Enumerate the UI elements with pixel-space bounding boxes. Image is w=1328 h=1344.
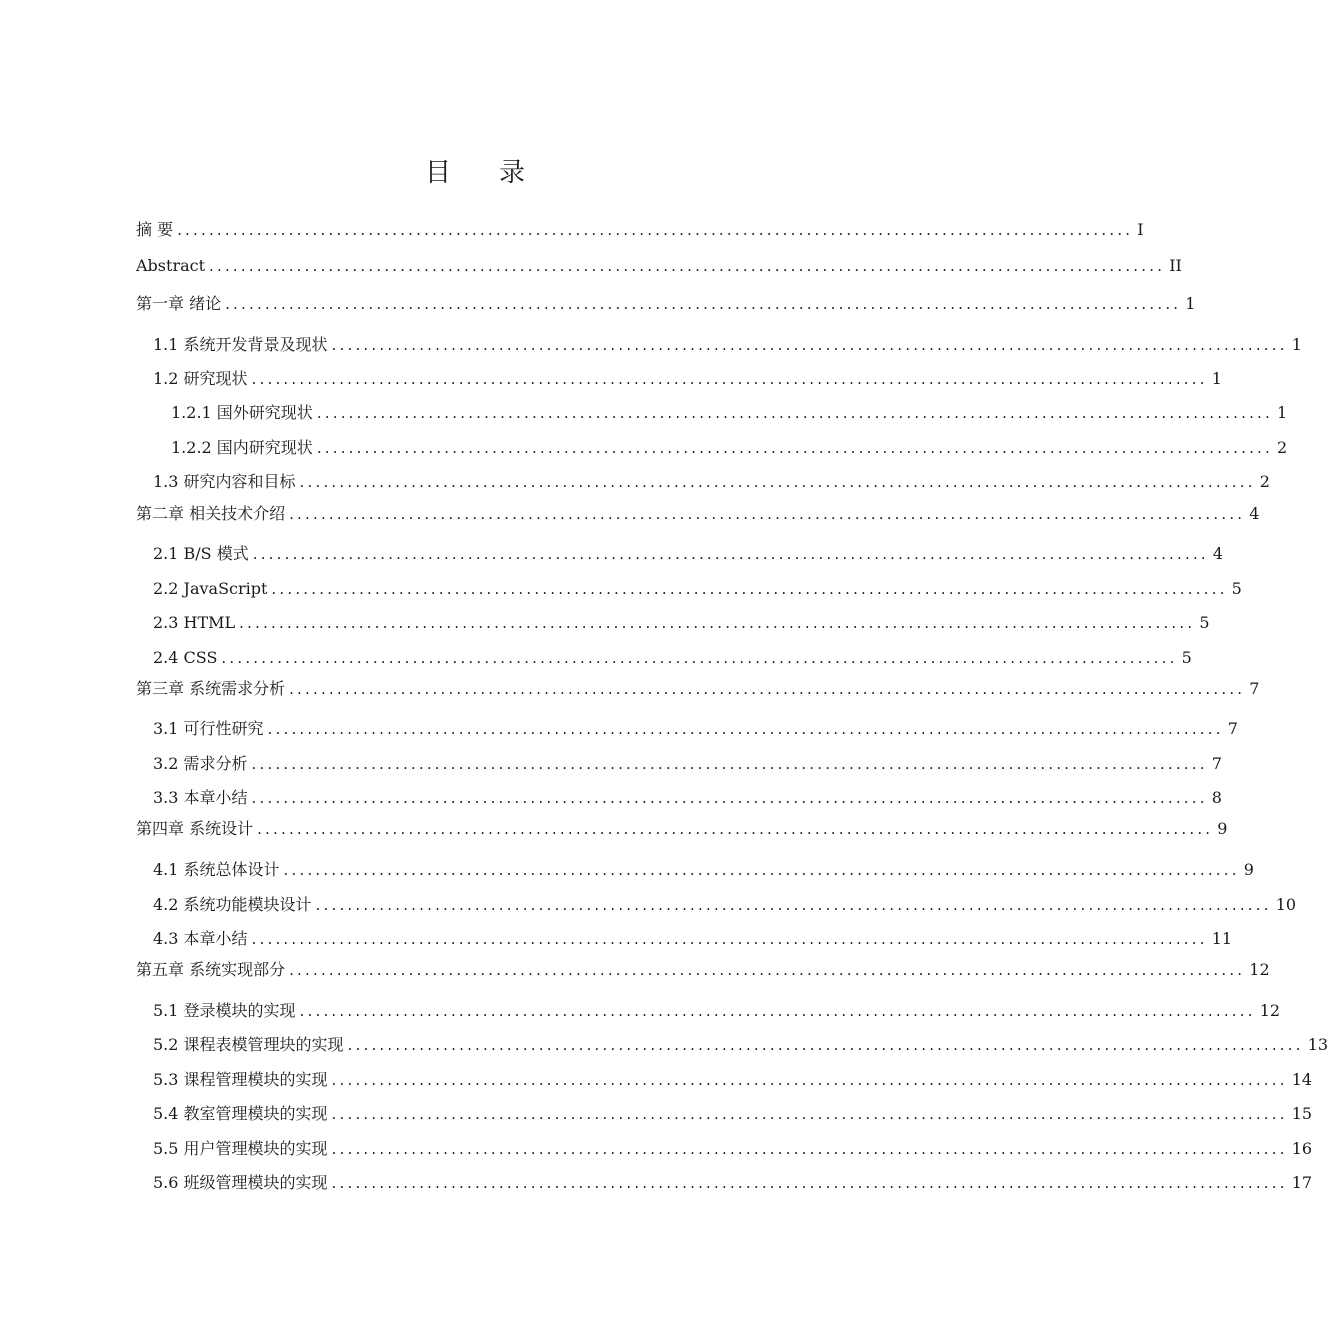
toc-entry-label: 3.3 本章小结 [153, 788, 248, 807]
toc-entry-label: 2.2 JavaScript [153, 579, 268, 598]
toc-entry-chapter-5[interactable] [0, 958, 1270, 982]
toc-leader-dots: ........................................................................................................................ [257, 820, 1214, 838]
toc-leader-dots: ........................................................................................................................ [331, 1140, 1288, 1158]
toc-entry-page: 5 [1231, 579, 1242, 598]
toc-entry-section-5-3[interactable] [0, 1068, 1313, 1092]
toc-entry-page: 8 [1211, 788, 1222, 807]
toc-entry-label: Abstract [136, 256, 206, 275]
toc-entry-page: 16 [1291, 1139, 1313, 1158]
toc-entry-label: 4.3 本章小结 [153, 929, 248, 948]
toc-entry-label: 第三章 系统需求分析 [136, 679, 286, 698]
toc-entry-page: 1 [1185, 294, 1196, 313]
toc-leader-dots: ........................................................................................................................ [251, 789, 1208, 807]
toc-leader-dots: ........................................................................................................................ [239, 614, 1196, 632]
toc-entry-chapter-3[interactable] [0, 677, 1260, 701]
toc-entry-abstract-cn[interactable] [0, 218, 1144, 242]
toc-leader-dots: ........................................................................................................................ [331, 1174, 1288, 1192]
toc-entry-label: 2.1 B/S 模式 [153, 544, 249, 563]
toc-entry-page: II [1169, 256, 1182, 275]
toc-entry-chapter-2[interactable] [0, 502, 1260, 526]
toc-entry-page: 7 [1249, 679, 1260, 698]
toc-entry-page: 9 [1217, 819, 1228, 838]
toc-entry-label: 第五章 系统实现部分 [136, 960, 286, 979]
toc-entry-label: 1.1 系统开发背景及现状 [153, 335, 328, 354]
toc-entry-page: 12 [1259, 1001, 1281, 1020]
toc-entry-section-5-1[interactable] [0, 999, 1281, 1023]
toc-leader-dots: ........................................................................................................................ [225, 295, 1182, 313]
toc-entry-page: 4 [1249, 504, 1260, 523]
toc-leader-dots: ........................................................................................................................ [221, 649, 1178, 667]
toc-entry-section-5-4[interactable] [0, 1102, 1313, 1126]
toc-leader-dots: ........................................................................................................................ [177, 221, 1134, 239]
toc-leader-dots: ........................................................................................................................ [251, 930, 1208, 948]
toc-entry-section-2-2[interactable] [0, 577, 1242, 601]
toc-leader-dots: ........................................................................................................................ [267, 720, 1224, 738]
toc-entry-label: 第二章 相关技术介绍 [136, 504, 286, 523]
toc-entry-section-4-2[interactable] [0, 893, 1297, 917]
toc-leader-dots: ........................................................................................................................ [299, 1002, 1256, 1020]
toc-entry-abstract-en[interactable] [0, 254, 1182, 278]
toc-entry-section-1-2[interactable] [0, 367, 1222, 391]
toc-entry-page: I [1137, 220, 1144, 239]
toc-entry-label: 5.4 教室管理模块的实现 [153, 1104, 328, 1123]
toc-entry-label: 5.6 班级管理模块的实现 [153, 1173, 328, 1192]
toc-entry-page: 11 [1211, 929, 1233, 948]
toc-leader-dots: ........................................................................................................................ [289, 680, 1246, 698]
toc-entry-chapter-1[interactable] [0, 292, 1196, 316]
toc-entry-section-4-1[interactable] [0, 858, 1254, 882]
toc-entry-label: 4.2 系统功能模块设计 [153, 895, 312, 914]
toc-entry-page: 13 [1307, 1035, 1328, 1054]
toc-entry-section-2-3[interactable] [0, 611, 1210, 635]
toc-entry-section-3-2[interactable] [0, 752, 1222, 776]
toc-entry-label: 3.2 需求分析 [153, 754, 248, 773]
toc-entry-page: 14 [1291, 1070, 1313, 1089]
toc-entry-label: 1.2.1 国外研究现状 [171, 403, 313, 422]
toc-entry-page: 1 [1276, 403, 1288, 422]
toc-leader-dots: ........................................................................................................................ [252, 545, 1209, 563]
toc-entry-page: 2 [1259, 472, 1270, 491]
toc-entry-section-1-2-2[interactable] [0, 436, 1288, 460]
toc-entry-label: 5.5 用户管理模块的实现 [153, 1139, 328, 1158]
toc-entry-label: 第四章 系统设计 [136, 819, 254, 838]
toc-entry-page: 4 [1212, 544, 1224, 563]
toc-entry-label: 2.3 HTML [153, 613, 236, 632]
toc-entry-chapter-4[interactable] [0, 817, 1228, 841]
toc-entry-section-3-3[interactable] [0, 786, 1222, 810]
toc-leader-dots: ........................................................................................................................ [331, 1071, 1288, 1089]
toc-entry-label: 摘 要 [136, 220, 174, 239]
toc-entry-section-1-2-1[interactable] [0, 401, 1288, 425]
toc-entry-label: 5.1 登录模块的实现 [153, 1001, 296, 1020]
toc-entry-label: 5.2 课程表模管理块的实现 [153, 1035, 344, 1054]
toc-leader-dots: ........................................................................................................................ [271, 580, 1228, 598]
toc-entry-label: 2.4 CSS [153, 648, 218, 667]
toc-leader-dots: ........................................................................................................................ [315, 896, 1272, 914]
toc-entry-section-2-1[interactable] [0, 542, 1224, 566]
toc-entry-label: 1.2.2 国内研究现状 [171, 438, 313, 457]
toc-entry-section-1-1[interactable] [0, 333, 1302, 357]
toc-leader-dots: ........................................................................................................................ [347, 1036, 1304, 1054]
toc-entry-page: 12 [1249, 960, 1270, 979]
toc-leader-dots: ........................................................................................................................ [283, 861, 1240, 879]
toc-entry-label: 3.1 可行性研究 [153, 719, 264, 738]
toc-leader-dots: ........................................................................................................................ [209, 257, 1166, 275]
toc-entry-page: 9 [1243, 860, 1254, 879]
toc-entry-section-1-3[interactable] [0, 470, 1270, 494]
toc-entry-section-5-2[interactable] [0, 1033, 1328, 1057]
toc-leader-dots: ........................................................................................................................ [331, 336, 1288, 354]
toc-entry-page: 5 [1181, 648, 1192, 667]
toc-entry-page: 2 [1276, 438, 1288, 457]
toc-entry-section-3-1[interactable] [0, 717, 1238, 741]
toc-entry-section-5-5[interactable] [0, 1137, 1313, 1161]
toc-leader-dots: ........................................................................................................................ [299, 473, 1256, 491]
toc-leader-dots: ........................................................................................................................ [316, 439, 1273, 457]
toc-entry-page: 7 [1211, 754, 1222, 773]
toc-leader-dots: ........................................................................................................................ [251, 755, 1208, 773]
toc-entry-page: 17 [1291, 1173, 1313, 1192]
toc-entry-page: 5 [1199, 613, 1210, 632]
toc-entry-label: 第一章 绪论 [136, 294, 222, 313]
toc-leader-dots: ........................................................................................................................ [251, 370, 1208, 388]
toc-leader-dots: ........................................................................................................................ [289, 505, 1246, 523]
toc-leader-dots: ........................................................................................................................ [289, 961, 1246, 979]
toc-entry-section-2-4[interactable] [0, 646, 1192, 670]
toc-entry-label: 4.1 系统总体设计 [153, 860, 280, 879]
toc-entry-page: 15 [1291, 1104, 1313, 1123]
toc-leader-dots: ........................................................................................................................ [316, 404, 1273, 422]
toc-entry-section-4-3[interactable] [0, 927, 1233, 951]
toc-leader-dots: ........................................................................................................................ [331, 1105, 1288, 1123]
toc-entry-section-5-6[interactable] [0, 1171, 1313, 1195]
toc-entry-label: 5.3 课程管理模块的实现 [153, 1070, 328, 1089]
toc-entry-label: 1.3 研究内容和目标 [153, 472, 296, 491]
toc-entry-page: 1 [1291, 335, 1302, 354]
toc-entry-page: 1 [1211, 369, 1222, 388]
toc-entry-page: 10 [1275, 895, 1297, 914]
page-title: 目录 [424, 158, 573, 188]
toc-entry-label: 1.2 研究现状 [153, 369, 248, 388]
toc-entry-page: 7 [1227, 719, 1238, 738]
